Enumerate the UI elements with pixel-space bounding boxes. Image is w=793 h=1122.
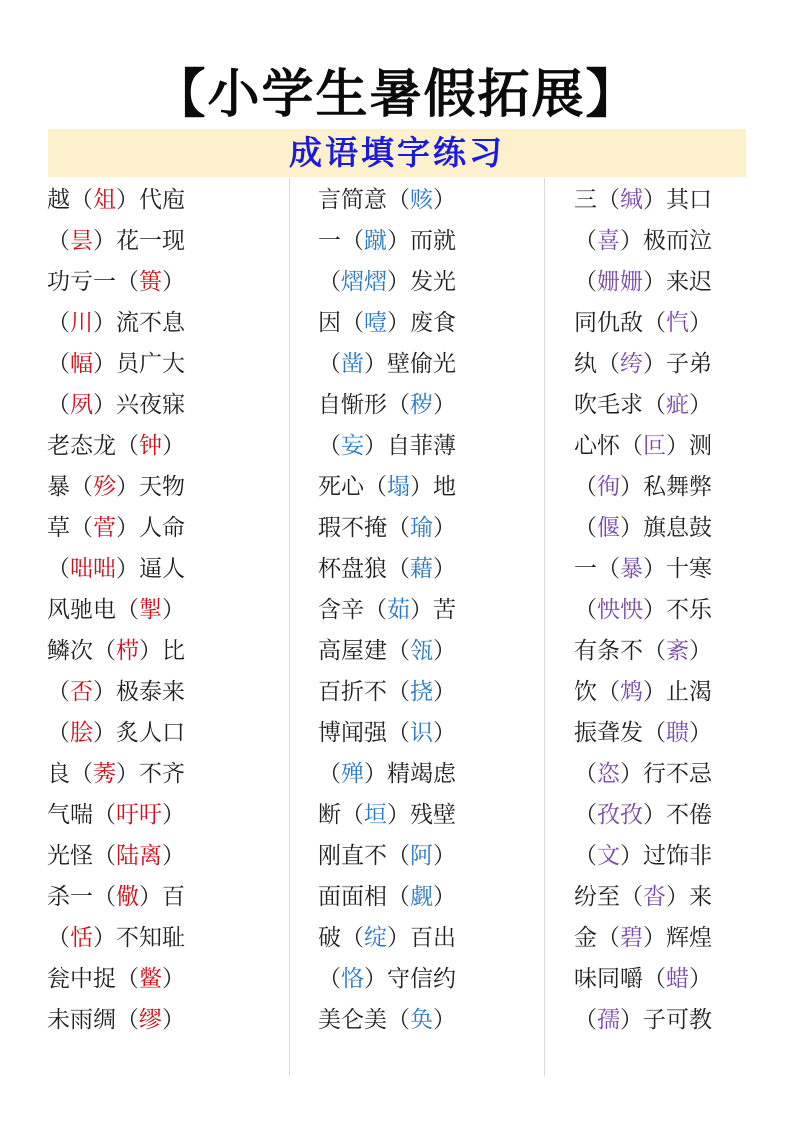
idiom-text-before: （ — [47, 679, 70, 705]
idiom-text-before: 振聋发（ — [574, 720, 666, 746]
idiom-row — [318, 836, 456, 877]
idiom-row — [574, 1000, 712, 1041]
idiom-text-before: 杀一（ — [47, 884, 116, 910]
idiom-row — [318, 221, 456, 262]
idiom-answer: 塌 — [387, 474, 410, 500]
idiom-text-before: 同仇敌（ — [574, 310, 666, 336]
idiom-text-before: 良（ — [47, 761, 93, 787]
idiom-text-before: （ — [574, 228, 597, 254]
idiom-text-after: ）辉煌 — [643, 925, 712, 951]
column-divider — [289, 178, 290, 1076]
idiom-text-after: ）炙人口 — [93, 720, 185, 746]
idiom-answer: 鸩 — [620, 679, 643, 705]
idiom-text-after: ） — [162, 966, 185, 992]
idiom-row — [318, 180, 456, 221]
idiom-text-before: 纷至（ — [574, 884, 643, 910]
idiom-text-after: ） — [162, 1007, 185, 1033]
idiom-text-before: 自惭形（ — [318, 392, 410, 418]
idiom-text-after: ） — [433, 187, 456, 213]
idiom-text-after: ） — [433, 884, 456, 910]
idiom-text-after: ） — [433, 638, 456, 664]
idiom-row — [318, 795, 456, 836]
idiom-row — [574, 221, 712, 262]
idiom-text-after: ）百出 — [387, 925, 456, 951]
idiom-row — [47, 385, 185, 426]
idiom-text-after: ）而就 — [387, 228, 456, 254]
idiom-answer: 喜 — [597, 228, 620, 254]
idiom-row — [318, 344, 456, 385]
idiom-text-after: ）兴夜寐 — [93, 392, 185, 418]
idiom-text-after: ） — [162, 269, 185, 295]
idiom-row — [574, 467, 712, 508]
idiom-text-before: （ — [47, 720, 70, 746]
idiom-answer: 脍 — [70, 720, 93, 746]
idiom-answer: 秽 — [410, 392, 433, 418]
idiom-text-after: ）行不忌 — [620, 761, 712, 787]
idiom-text-before: 心怀（ — [574, 433, 643, 459]
idiom-answer: 篑 — [139, 269, 162, 295]
idiom-answer: 疵 — [666, 392, 689, 418]
idiom-text-after: ） — [433, 679, 456, 705]
idiom-answer: 掣 — [139, 597, 162, 623]
idiom-text-before: 一（ — [318, 228, 364, 254]
idiom-text-after: ）花一现 — [93, 228, 185, 254]
idiom-text-before: 吹毛求（ — [574, 392, 666, 418]
idiom-row — [318, 508, 456, 549]
idiom-text-after: ）测 — [666, 433, 712, 459]
idiom-answer: 熠熠 — [341, 269, 387, 295]
idiom-text-after: ）不乐 — [643, 597, 712, 623]
idiom-text-before: 瓮中捉（ — [47, 966, 139, 992]
idiom-text-after: ） — [689, 392, 712, 418]
idiom-text-after: ） — [689, 966, 712, 992]
idiom-text-after: ）自菲薄 — [364, 433, 456, 459]
idiom-text-after: ）代庖 — [116, 187, 185, 213]
idiom-text-before: （ — [318, 761, 341, 787]
idiom-row — [47, 549, 185, 590]
idiom-text-after: ） — [689, 638, 712, 664]
idiom-text-before: （ — [574, 843, 597, 869]
idiom-answer: 暴 — [620, 556, 643, 582]
idiom-text-after: ） — [433, 1007, 456, 1033]
idiom-answer: 川 — [70, 310, 93, 336]
idiom-answer: 瓴 — [410, 638, 433, 664]
idiom-answer: 缪 — [139, 1007, 162, 1033]
idiom-text-before: 瑕不掩（ — [318, 515, 410, 541]
idiom-answer: 忾 — [666, 310, 689, 336]
idiom-text-before: 面面相（ — [318, 884, 410, 910]
idiom-row — [47, 713, 185, 754]
idiom-text-before: 含辛（ — [318, 597, 387, 623]
idiom-text-before: （ — [318, 433, 341, 459]
idiom-row — [47, 508, 185, 549]
idiom-text-before: 风驰电（ — [47, 597, 139, 623]
idiom-answer: 垣 — [364, 802, 387, 828]
idiom-answer: 陆离 — [116, 843, 162, 869]
idiom-answer: 莠 — [93, 761, 116, 787]
idiom-answer: 恬 — [70, 925, 93, 951]
idiom-row — [318, 713, 456, 754]
idiom-text-after: ） — [689, 720, 712, 746]
idiom-text-after: ）废食 — [387, 310, 456, 336]
idiom-text-before: 味同嚼（ — [574, 966, 666, 992]
idiom-text-after: ）壁偷光 — [364, 351, 456, 377]
idiom-answer: 俎 — [93, 187, 116, 213]
idiom-answer: 阿 — [410, 843, 433, 869]
idiom-answer: 紊 — [666, 638, 689, 664]
idiom-text-after: ） — [433, 843, 456, 869]
idiom-text-before: 纨（ — [574, 351, 620, 377]
idiom-answer: 碧 — [620, 925, 643, 951]
idiom-row — [47, 262, 185, 303]
idiom-text-after: ） — [433, 392, 456, 418]
idiom-text-before: （ — [47, 310, 70, 336]
idiom-row — [47, 467, 185, 508]
idiom-text-after: ）人命 — [116, 515, 185, 541]
idiom-text-after: ）旗息鼓 — [620, 515, 712, 541]
idiom-text-before: 一（ — [574, 556, 620, 582]
idiom-answer: 奂 — [410, 1007, 433, 1033]
idiom-text-after: ）来迟 — [643, 269, 712, 295]
idiom-answer: 恣 — [597, 761, 620, 787]
idiom-answer: 恪 — [341, 966, 364, 992]
idiom-row — [574, 262, 712, 303]
idiom-text-before: 博闻强（ — [318, 720, 410, 746]
idiom-row — [47, 672, 185, 713]
idiom-row — [318, 1000, 456, 1041]
idiom-answer: 绽 — [364, 925, 387, 951]
idiom-row — [574, 303, 712, 344]
idiom-answer: 凿 — [341, 351, 364, 377]
idiom-answer: 噎 — [364, 310, 387, 336]
idiom-column-1 — [47, 180, 185, 1041]
idiom-text-before: 断（ — [318, 802, 364, 828]
idiom-row — [574, 959, 712, 1000]
idiom-text-before: 三（ — [574, 187, 620, 213]
idiom-text-before: 暴（ — [47, 474, 93, 500]
idiom-row — [318, 590, 456, 631]
idiom-text-before: 功亏一（ — [47, 269, 139, 295]
idiom-row — [574, 180, 712, 221]
idiom-answer: 幅 — [70, 351, 93, 377]
idiom-text-before: 刚直不（ — [318, 843, 410, 869]
idiom-row — [47, 221, 185, 262]
idiom-answer: 怏怏 — [597, 597, 643, 623]
idiom-text-after: ）私舞弊 — [620, 474, 712, 500]
idiom-text-after: ）止渴 — [643, 679, 712, 705]
idiom-row — [47, 877, 185, 918]
idiom-text-before: （ — [574, 1007, 597, 1033]
idiom-row — [574, 918, 712, 959]
column-divider — [544, 178, 545, 1076]
idiom-text-after: ）苦 — [410, 597, 456, 623]
idiom-text-after: ）比 — [139, 638, 185, 664]
idiom-row — [574, 590, 712, 631]
idiom-row — [574, 672, 712, 713]
idiom-text-before: 饮（ — [574, 679, 620, 705]
idiom-text-after: ）精竭虑 — [364, 761, 456, 787]
idiom-answer: 瑜 — [410, 515, 433, 541]
idiom-row — [574, 385, 712, 426]
idiom-text-before: 有条不（ — [574, 638, 666, 664]
idiom-text-before: （ — [574, 474, 597, 500]
idiom-text-before: （ — [318, 351, 341, 377]
idiom-answer: 赅 — [410, 187, 433, 213]
idiom-text-after: ）极泰来 — [93, 679, 185, 705]
idiom-row — [318, 959, 456, 1000]
idiom-answer: 识 — [410, 720, 433, 746]
section-banner: 成语填字练习 — [48, 129, 746, 177]
idiom-answer: 挠 — [410, 679, 433, 705]
idiom-row — [318, 549, 456, 590]
idiom-text-before: （ — [574, 515, 597, 541]
idiom-text-before: （ — [574, 802, 597, 828]
idiom-text-after: ）不知耻 — [93, 925, 185, 951]
idiom-text-after: ）来 — [666, 884, 712, 910]
idiom-text-after: ）不倦 — [643, 802, 712, 828]
idiom-answer: 钟 — [139, 433, 162, 459]
idiom-answer: 徇 — [597, 474, 620, 500]
idiom-text-after: ） — [433, 556, 456, 582]
idiom-text-before: （ — [574, 761, 597, 787]
idiom-text-before: 气喘（ — [47, 802, 116, 828]
idiom-answer: 蜡 — [666, 966, 689, 992]
idiom-text-before: 言简意（ — [318, 187, 410, 213]
idiom-row — [574, 713, 712, 754]
idiom-answer: 文 — [597, 843, 620, 869]
idiom-text-after: ）其口 — [643, 187, 712, 213]
idiom-answer: 沓 — [643, 884, 666, 910]
idiom-answer: 夙 — [70, 392, 93, 418]
idiom-row — [47, 959, 185, 1000]
idiom-text-after: ）天物 — [116, 474, 185, 500]
idiom-row — [318, 303, 456, 344]
idiom-answer: 孺 — [597, 1007, 620, 1033]
idiom-text-before: （ — [47, 228, 70, 254]
idiom-row — [47, 303, 185, 344]
idiom-text-after: ） — [162, 802, 185, 828]
idiom-text-before: 越（ — [47, 187, 93, 213]
idiom-column-2 — [318, 180, 456, 1041]
idiom-row — [318, 426, 456, 467]
idiom-text-before: （ — [574, 597, 597, 623]
idiom-row — [574, 508, 712, 549]
idiom-text-before: 鳞次（ — [47, 638, 116, 664]
idiom-answer: 蹴 — [364, 228, 387, 254]
idiom-row — [574, 631, 712, 672]
idiom-text-before: （ — [47, 392, 70, 418]
idiom-text-before: 草（ — [47, 515, 93, 541]
idiom-answer: 绔 — [620, 351, 643, 377]
idiom-text-after: ）子可教 — [620, 1007, 712, 1033]
idiom-text-after: ） — [433, 515, 456, 541]
idiom-answer: 鳖 — [139, 966, 162, 992]
idiom-row — [574, 877, 712, 918]
page-title: 【小学生暑假拓展】 — [153, 64, 640, 125]
idiom-text-before: 金（ — [574, 925, 620, 951]
idiom-text-after: ）逼人 — [116, 556, 185, 582]
idiom-text-after: ） — [162, 843, 185, 869]
idiom-text-before: 高屋建（ — [318, 638, 410, 664]
idiom-answer: 偃 — [597, 515, 620, 541]
idiom-answer: 否 — [70, 679, 93, 705]
idiom-row — [318, 467, 456, 508]
idiom-row — [47, 631, 185, 672]
idiom-row — [574, 795, 712, 836]
idiom-text-before: （ — [574, 269, 597, 295]
idiom-text-before: （ — [318, 269, 341, 295]
idiom-text-before: 美仑美（ — [318, 1007, 410, 1033]
idiom-row — [47, 918, 185, 959]
idiom-answer: 觑 — [410, 884, 433, 910]
idiom-text-after: ） — [433, 720, 456, 746]
idiom-row — [318, 631, 456, 672]
idiom-text-before: 未雨绸（ — [47, 1007, 139, 1033]
idiom-text-after: ） — [162, 433, 185, 459]
idiom-row — [574, 426, 712, 467]
idiom-row — [318, 877, 456, 918]
idiom-answer: 叵 — [643, 433, 666, 459]
idiom-row — [47, 795, 185, 836]
idiom-row — [318, 672, 456, 713]
idiom-answer: 殚 — [341, 761, 364, 787]
idiom-text-after: ）子弟 — [643, 351, 712, 377]
idiom-row — [574, 754, 712, 795]
idiom-text-after: ）员广大 — [93, 351, 185, 377]
idiom-row — [47, 754, 185, 795]
idiom-text-after: ）十寒 — [643, 556, 712, 582]
idiom-text-after: ）流不息 — [93, 310, 185, 336]
idiom-answer: 姗姗 — [597, 269, 643, 295]
idiom-text-after: ）发光 — [387, 269, 456, 295]
idiom-answer: 妄 — [341, 433, 364, 459]
idiom-text-before: 因（ — [318, 310, 364, 336]
idiom-answer: 吁吁 — [116, 802, 162, 828]
idiom-answer: 咄咄 — [70, 556, 116, 582]
idiom-answer: 殄 — [93, 474, 116, 500]
idiom-text-before: 老态龙（ — [47, 433, 139, 459]
idiom-text-after: ）残壁 — [387, 802, 456, 828]
idiom-answer: 茹 — [387, 597, 410, 623]
idiom-text-after: ）地 — [410, 474, 456, 500]
idiom-answer: 昙 — [70, 228, 93, 254]
idiom-text-after: ）守信约 — [364, 966, 456, 992]
idiom-answer: 儆 — [116, 884, 139, 910]
idiom-row — [47, 590, 185, 631]
idiom-row — [318, 385, 456, 426]
idiom-answer: 聩 — [666, 720, 689, 746]
idiom-text-before: 死心（ — [318, 474, 387, 500]
idiom-text-before: （ — [47, 351, 70, 377]
idiom-row — [574, 836, 712, 877]
idiom-text-before: （ — [47, 556, 70, 582]
idiom-text-before: （ — [318, 966, 341, 992]
idiom-text-after: ） — [162, 597, 185, 623]
idiom-text-before: （ — [47, 925, 70, 951]
idiom-row — [318, 754, 456, 795]
idiom-answer: 栉 — [116, 638, 139, 664]
idiom-text-after: ）百 — [139, 884, 185, 910]
idiom-row — [318, 262, 456, 303]
idiom-row — [47, 426, 185, 467]
idiom-row — [574, 344, 712, 385]
idiom-row — [47, 1000, 185, 1041]
idiom-text-before: 破（ — [318, 925, 364, 951]
idiom-text-after: ）极而泣 — [620, 228, 712, 254]
idiom-text-before: 光怪（ — [47, 843, 116, 869]
idiom-row — [47, 344, 185, 385]
idiom-text-before: 杯盘狼（ — [318, 556, 410, 582]
idiom-text-after: ）不齐 — [116, 761, 185, 787]
idiom-answer: 菅 — [93, 515, 116, 541]
idiom-row — [47, 836, 185, 877]
idiom-answer: 藉 — [410, 556, 433, 582]
idiom-text-before: 百折不（ — [318, 679, 410, 705]
idiom-row — [574, 549, 712, 590]
idiom-row — [47, 180, 185, 221]
idiom-answer: 缄 — [620, 187, 643, 213]
idiom-text-after: ）过饰非 — [620, 843, 712, 869]
idiom-row — [318, 918, 456, 959]
idiom-column-3 — [574, 180, 712, 1041]
idiom-answer: 孜孜 — [597, 802, 643, 828]
idiom-text-after: ） — [689, 310, 712, 336]
